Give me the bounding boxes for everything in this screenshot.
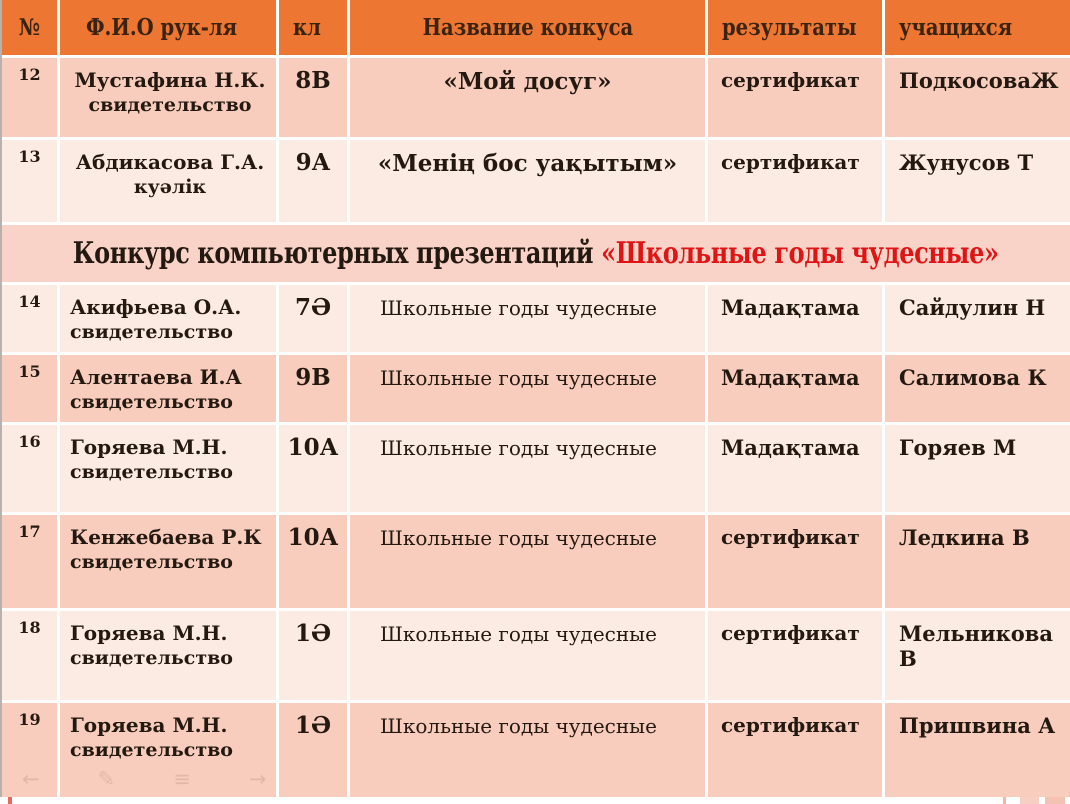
- section-title: [73, 236, 999, 271]
- cell-leader: [60, 58, 276, 137]
- column-header-contest-label: Название конкуса: [422, 14, 633, 41]
- cell-contest-name: Школьные годы чудесные: [350, 515, 705, 608]
- cell-class: 9А: [279, 140, 347, 222]
- column-header-result: [708, 0, 882, 55]
- column-header-result-label: результаты: [722, 14, 857, 41]
- column-header-class-label: кл: [293, 14, 321, 41]
- cell-result: сертификат: [708, 58, 882, 137]
- bottom-right-marker-1: [1003, 797, 1006, 804]
- leader-doc-type: свидетельство: [70, 391, 233, 413]
- cell-class: 10А: [279, 425, 347, 512]
- cell-leader: [60, 515, 276, 608]
- menu-icon[interactable]: ≡: [173, 767, 191, 791]
- cell-class: 7Ә: [279, 285, 347, 352]
- cell-number: 12: [2, 58, 57, 137]
- leader-name: Мустафина Н.К.: [74, 68, 266, 92]
- forward-arrow-icon[interactable]: →: [248, 767, 267, 791]
- cell-leader: [60, 425, 276, 512]
- cell-leader: [60, 140, 276, 222]
- cell-contest-name: Школьные годы чудесные: [350, 285, 705, 352]
- cell-class: 9В: [279, 355, 347, 422]
- cell-student: Мельникова В: [885, 611, 1070, 700]
- column-header-leader: [60, 0, 276, 55]
- cell-contest-name: Школьные годы чудесные: [350, 425, 705, 512]
- cell-result: Мадақтама: [708, 425, 882, 512]
- cell-student: Ледкина В: [885, 515, 1070, 608]
- leader-doc-type: свидетельство: [70, 321, 233, 343]
- leader-name: Горяева М.Н.: [70, 713, 228, 737]
- cell-number: 15: [2, 355, 57, 422]
- leader-name: Абдикасова Г.А.: [75, 150, 265, 174]
- column-header-leader-label: Ф.И.О рук-ля: [86, 14, 238, 41]
- leader-name: Горяева М.Н.: [70, 435, 228, 459]
- pen-icon[interactable]: ✎: [97, 767, 116, 791]
- cell-student: Горяев М: [885, 425, 1070, 512]
- cell-contest-name: Школьные годы чудесные: [350, 703, 705, 797]
- cell-leader: [60, 611, 276, 700]
- cell-contest-name: «Мой досуг»: [350, 58, 705, 137]
- cell-class: 1Ә: [279, 703, 347, 797]
- leader-name: Горяева М.Н.: [70, 621, 228, 645]
- leader-doc-type: свидетельство: [70, 647, 233, 669]
- cell-contest-name: «Менің бос уақытым»: [350, 140, 705, 222]
- cell-result: сертификат: [708, 515, 882, 608]
- leader-name: Акифьева О.А.: [70, 295, 242, 319]
- leader-doc-type: свидетельство: [70, 551, 233, 573]
- back-arrow-icon[interactable]: ←: [22, 767, 40, 791]
- cell-class: 8В: [279, 58, 347, 137]
- cell-result: сертификат: [708, 703, 882, 797]
- cell-student: Сайдулин Н: [885, 285, 1070, 352]
- leader-doc-type: свидетельство: [70, 739, 233, 761]
- cell-student: Пришвина А: [885, 703, 1070, 797]
- column-header-contest: [350, 0, 705, 55]
- cell-student: ПодкосоваЖ: [885, 58, 1070, 137]
- column-header-student-label: учащихся: [899, 14, 1013, 41]
- cell-number: 14: [2, 285, 57, 352]
- bottom-strip: [0, 797, 1070, 804]
- cell-number: 16: [2, 425, 57, 512]
- cell-contest-name: Школьные годы чудесные: [350, 611, 705, 700]
- section-title-black: Конкурс компьютерных презентаций: [73, 236, 602, 271]
- column-header-number: [2, 0, 57, 55]
- leader-doc-type: свидетельство: [88, 94, 252, 116]
- leader-doc-type: куәлік: [133, 176, 207, 198]
- cell-contest-name: Школьные годы чудесные: [350, 355, 705, 422]
- cell-leader: [60, 355, 276, 422]
- cell-result: Мадақтама: [708, 285, 882, 352]
- bottom-right-marker-2: [1020, 797, 1039, 804]
- cell-result: сертификат: [708, 611, 882, 700]
- leader-name: Кенжебаева Р.К: [70, 525, 262, 549]
- section-title-red: «Школьные годы чудесные»: [601, 236, 999, 271]
- section-row: [2, 225, 1070, 282]
- cell-class: 10А: [279, 515, 347, 608]
- cell-number: 18: [2, 611, 57, 700]
- cell-number: 13: [2, 140, 57, 222]
- leader-name: Алентаева И.А: [70, 365, 242, 389]
- slideshow-nav-toolbar: [22, 766, 322, 792]
- cell-result: Мадақтама: [708, 355, 882, 422]
- cell-class: 1Ә: [279, 611, 347, 700]
- bottom-right-marker-3: [1045, 797, 1065, 804]
- column-header-number-label: №: [18, 14, 41, 41]
- cell-student: Жунусов Т: [885, 140, 1070, 222]
- cell-number: 17: [2, 515, 57, 608]
- column-header-class: [279, 0, 347, 55]
- leader-doc-type: свидетельство: [70, 461, 233, 483]
- cell-leader: [60, 285, 276, 352]
- cell-student: Салимова К: [885, 355, 1070, 422]
- bottom-left-marker: [8, 797, 12, 804]
- cell-result: сертификат: [708, 140, 882, 222]
- column-header-student: [885, 0, 1070, 55]
- cell-number: 19: [2, 703, 57, 797]
